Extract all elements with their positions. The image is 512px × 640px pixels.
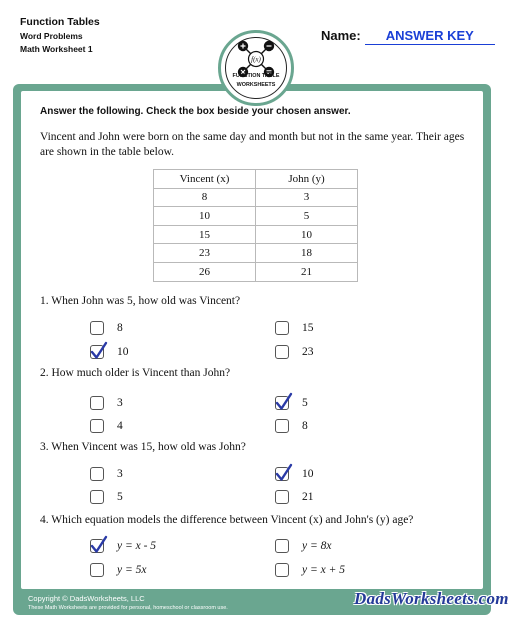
- footer: [28, 594, 228, 613]
- usage-note: These Math Worksheets are provided for personal, homeschool or classroom use.: [28, 605, 228, 611]
- worksheet-header: [20, 14, 100, 56]
- table-row: [154, 262, 358, 281]
- table-row: [154, 244, 358, 263]
- table-row: [154, 207, 358, 226]
- table-cell: 18: [256, 244, 358, 263]
- checkbox[interactable]: [275, 321, 289, 335]
- table-cell: 5: [256, 207, 358, 226]
- name-field: [321, 28, 495, 45]
- function-machine-icon: [221, 33, 291, 103]
- option-label: 8: [302, 420, 308, 432]
- option-label: 4: [117, 420, 123, 432]
- question-1: 1. When John was 5, how old was Vincent?: [40, 295, 241, 307]
- option-label: 10: [302, 468, 314, 480]
- q4-option-c[interactable]: [90, 563, 146, 577]
- checkmark-icon: [90, 535, 108, 555]
- q4-option-d[interactable]: [275, 563, 345, 577]
- q4-option-a[interactable]: [90, 539, 156, 553]
- checkbox[interactable]: [90, 539, 104, 553]
- q4-option-b[interactable]: [275, 539, 331, 553]
- table-row: [154, 225, 358, 244]
- function-table: [153, 169, 358, 282]
- q2-option-a[interactable]: [90, 396, 123, 410]
- checkbox[interactable]: [275, 539, 289, 553]
- q1-option-d[interactable]: [275, 345, 314, 359]
- table-cell: 8: [154, 188, 256, 207]
- worksheet-number: Math Worksheet 1: [20, 44, 93, 54]
- name-label: Name:: [321, 28, 361, 43]
- table-cell: 3: [256, 188, 358, 207]
- checkbox[interactable]: [275, 396, 289, 410]
- checkbox[interactable]: [90, 490, 104, 504]
- option-label: 3: [117, 468, 123, 480]
- q3-option-c[interactable]: [90, 490, 123, 504]
- q2-option-c[interactable]: [90, 419, 123, 433]
- checkmark-icon: [90, 341, 108, 361]
- q3-option-b[interactable]: [275, 467, 314, 481]
- checkbox[interactable]: [275, 419, 289, 433]
- table-cell: 10: [256, 225, 358, 244]
- option-label: 3: [117, 397, 123, 409]
- checkbox[interactable]: [275, 490, 289, 504]
- table-row: [154, 188, 358, 207]
- q3-option-a[interactable]: [90, 467, 123, 481]
- option-label: 15: [302, 322, 314, 334]
- option-label: 21: [302, 491, 314, 503]
- dadsworksheets-logo[interactable]: DadsWorksheets.com: [354, 589, 509, 608]
- q1-option-a[interactable]: [90, 321, 123, 335]
- worksheet-subtitle: Word Problems: [20, 31, 83, 41]
- option-label: y = x + 5: [302, 564, 345, 576]
- worksheet-title: Function Tables: [20, 16, 100, 28]
- checkbox[interactable]: [90, 419, 104, 433]
- answer-key-text: ANSWER KEY: [365, 28, 495, 45]
- q1-option-b[interactable]: [275, 321, 314, 335]
- badge-line2: WORKSHEETS: [236, 82, 276, 88]
- q2-option-b[interactable]: [275, 396, 308, 410]
- q3-option-d[interactable]: [275, 490, 314, 504]
- checkbox[interactable]: [275, 563, 289, 577]
- option-label: 5: [302, 397, 308, 409]
- table-cell: 21: [256, 262, 358, 281]
- checkmark-icon: [275, 392, 293, 412]
- q1-option-c[interactable]: [90, 345, 129, 359]
- badge-center-symbol: f(x): [251, 55, 261, 64]
- checkbox[interactable]: [90, 396, 104, 410]
- question-2: 2. How much older is Vincent than John?: [40, 367, 231, 379]
- question-4: 4. Which equation models the difference between Vincent (x) and John's (y) age?: [40, 514, 414, 526]
- checkbox[interactable]: [275, 467, 289, 481]
- table-header-row: [154, 170, 358, 189]
- option-label: y = 5x: [117, 564, 147, 576]
- q2-option-d[interactable]: [275, 419, 308, 433]
- table-cell: 15: [154, 225, 256, 244]
- option-label: 10: [117, 346, 129, 358]
- table-cell: 23: [154, 244, 256, 263]
- table-cell: 10: [154, 207, 256, 226]
- instructions: Answer the following. Check the box beside your chosen answer.: [40, 106, 351, 117]
- option-label: y = x - 5: [117, 540, 157, 552]
- option-label: 5: [117, 491, 123, 503]
- option-label: 8: [117, 322, 123, 334]
- checkmark-icon: [275, 463, 293, 483]
- table-cell: 26: [154, 262, 256, 281]
- checkbox[interactable]: [90, 321, 104, 335]
- problem-intro: Vincent and John were born on the same day and month but not in the same year. Their ages are shown in the table below.: [40, 131, 465, 158]
- checkbox[interactable]: [275, 345, 289, 359]
- function-table-badge: [218, 30, 294, 106]
- column-header: John (y): [256, 170, 358, 189]
- option-label: 23: [302, 346, 314, 358]
- checkbox[interactable]: [90, 467, 104, 481]
- badge-line1: FUNCTION TABLE: [232, 73, 280, 79]
- checkbox[interactable]: [90, 563, 104, 577]
- column-header: Vincent (x): [154, 170, 256, 189]
- option-label: y = 8x: [302, 540, 332, 552]
- question-3: 3. When Vincent was 15, how old was John?: [40, 441, 246, 453]
- copyright-text: Copyright © DadsWorksheets, LLC: [28, 594, 145, 603]
- checkbox[interactable]: [90, 345, 104, 359]
